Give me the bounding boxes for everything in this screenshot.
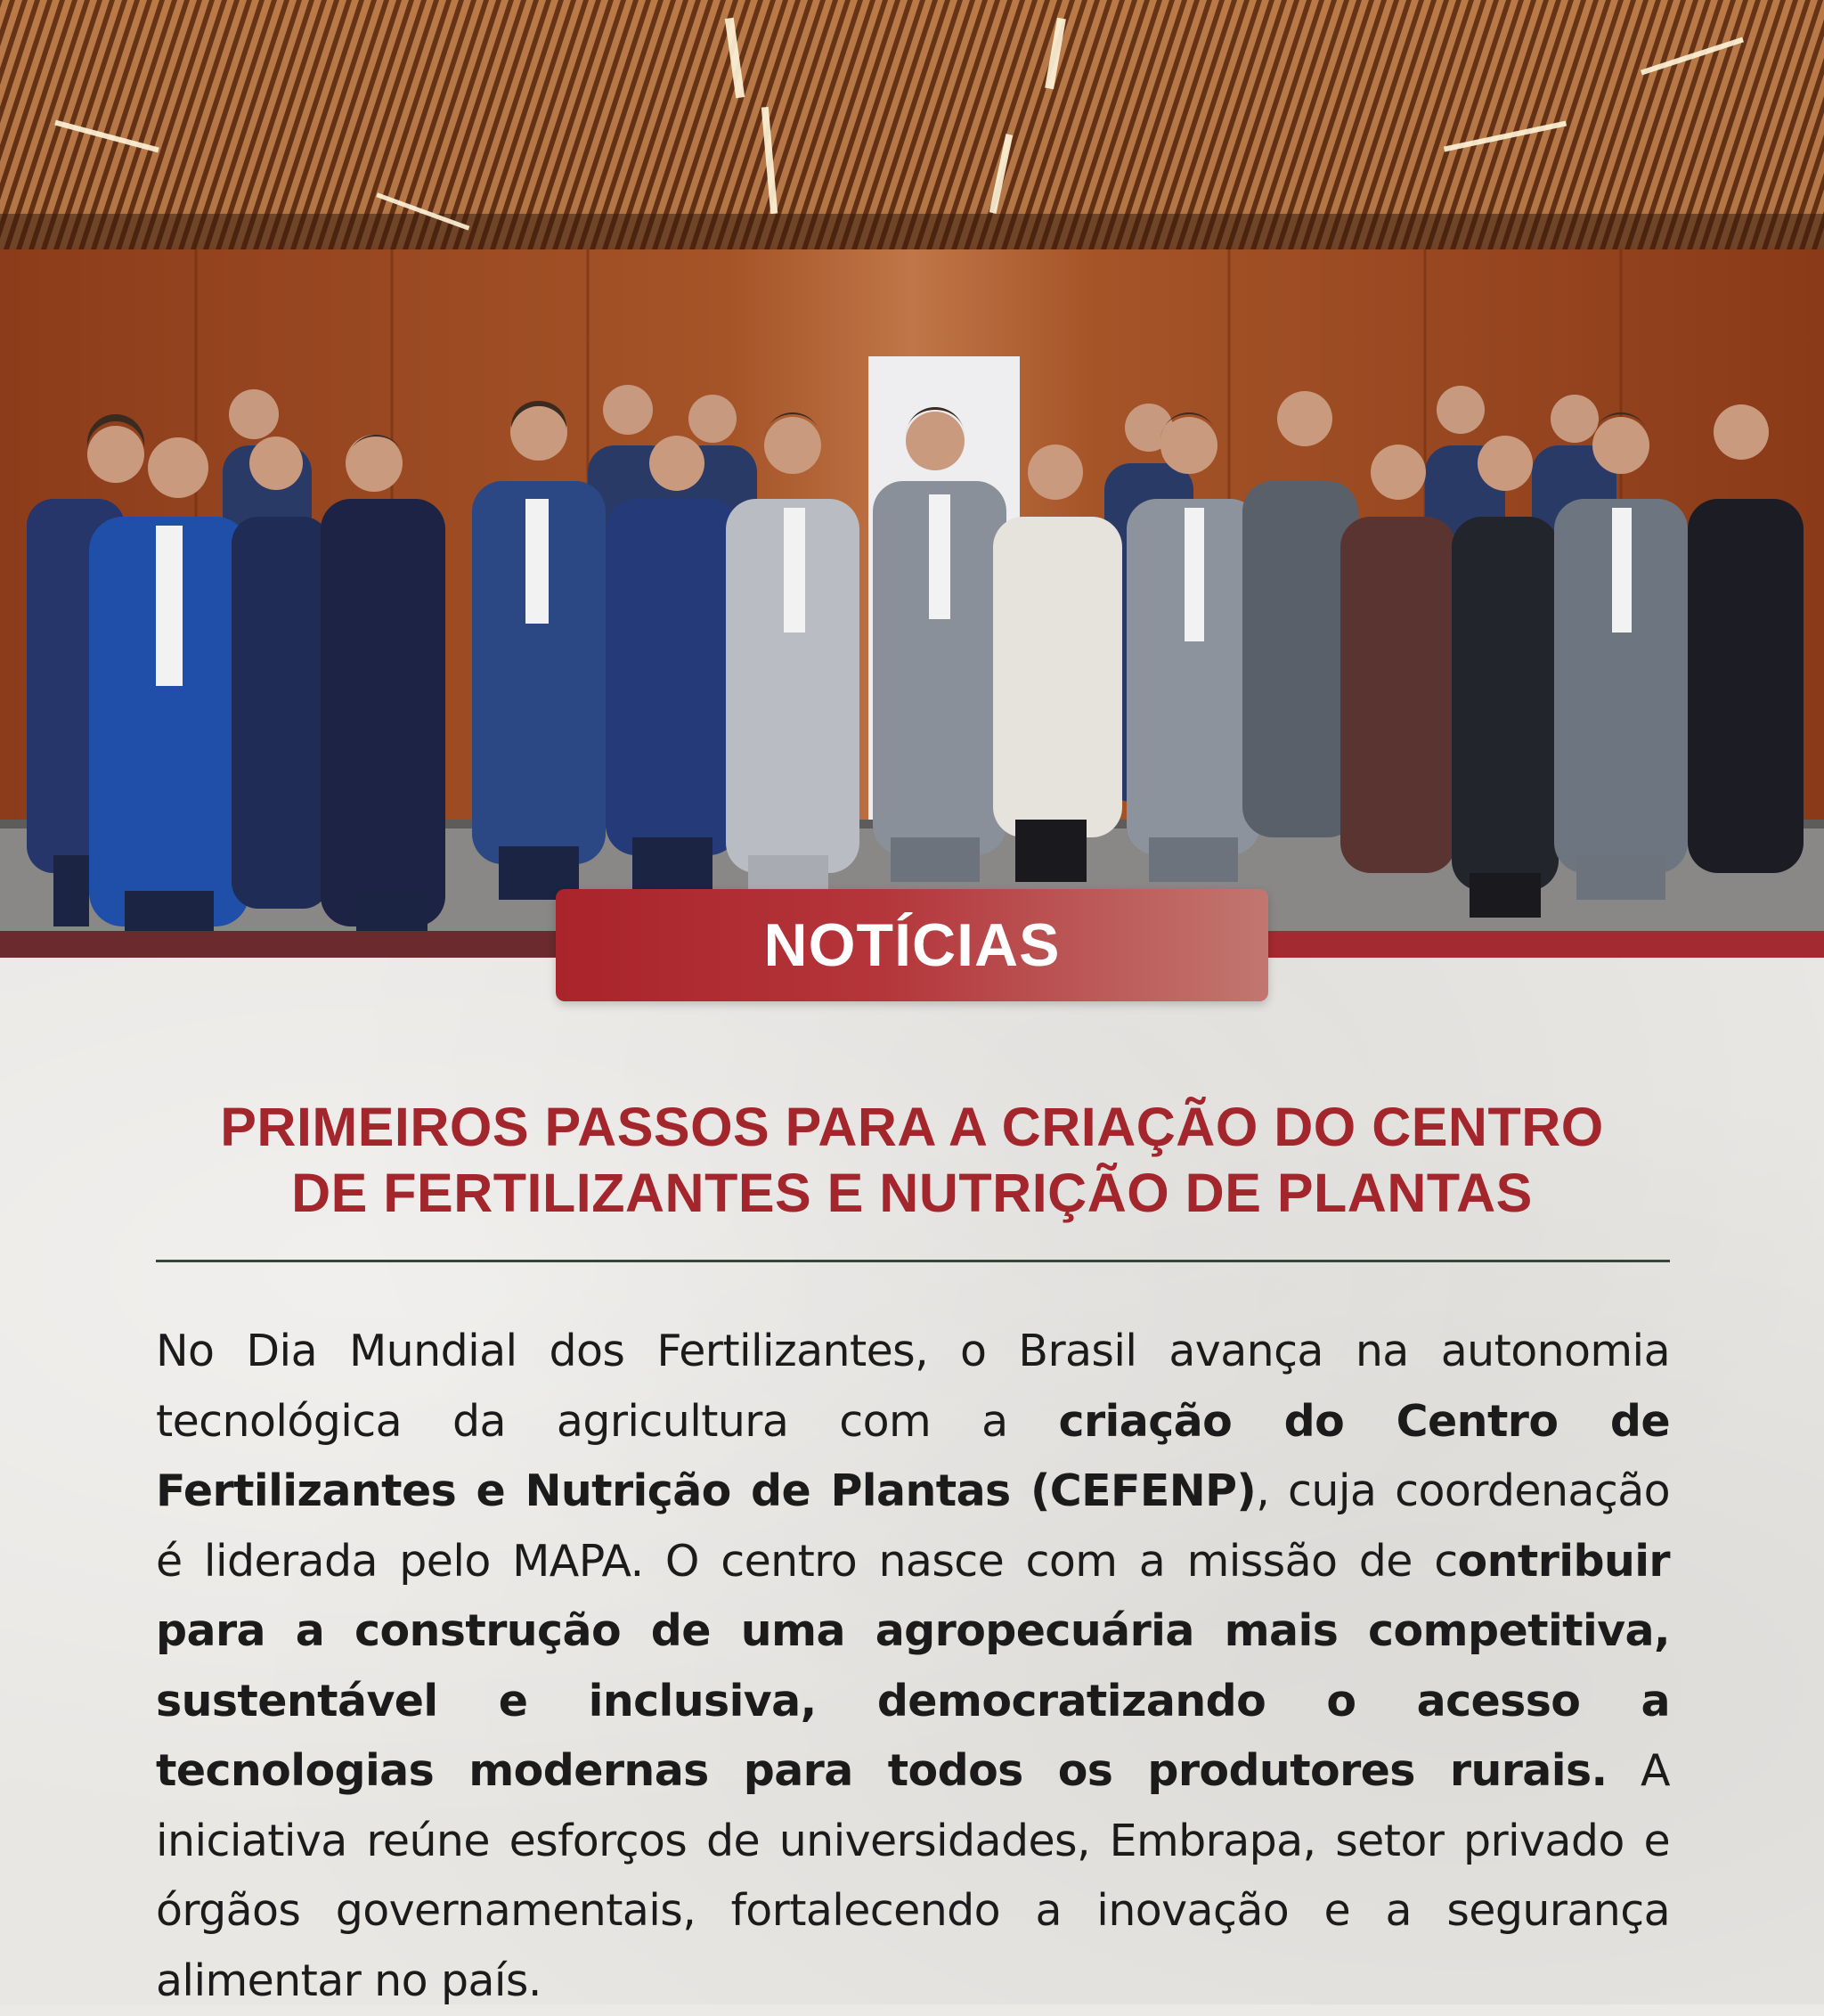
- news-badge-label: NOTÍCIAS: [763, 911, 1061, 979]
- header-band-left: [0, 931, 570, 958]
- divider-rule: [156, 1260, 1670, 1262]
- news-badge: [556, 889, 1268, 1001]
- headline-line-2: DE FERTILIZANTES E NUTRIÇÃO DE PLANTAS: [291, 1163, 1533, 1223]
- body-segment-1: No Dia Mundial dos Fertilizantes, o Brasil avança na autonomia tecnológica da agricultura com a: [156, 1326, 1670, 1447]
- body-segment-3: , cuja coordenação é liderada pelo MAPA. O centro nasce com a missão de c: [156, 1465, 1671, 1587]
- body-segment-2-bold: criação do Centro de Fertilizantes e Nutrição de Plantas (CEFENP): [156, 1395, 1670, 1516]
- header-band-right: [1256, 931, 1824, 958]
- group-photo: [0, 0, 1824, 931]
- body-segment-5: A iniciativa reúne esforços de universidades, Embrapa, setor privado e órgãos governamentais, fortalecendo a inovação e a segurança alimentar no país.: [156, 1745, 1670, 2006]
- article-headline: [107, 1094, 1717, 1226]
- article-body: [156, 1317, 1670, 2016]
- body-segment-4-bold: ontribuir para a construção de uma agropecuária mais competitiva, sustentável e inclusiva, democratizando o acesso a tecnologias modernas para todos os produtores rurais.: [156, 1535, 1670, 1796]
- headline-line-1: PRIMEIROS PASSOS PARA A CRIAÇÃO DO CENTRO: [220, 1097, 1604, 1157]
